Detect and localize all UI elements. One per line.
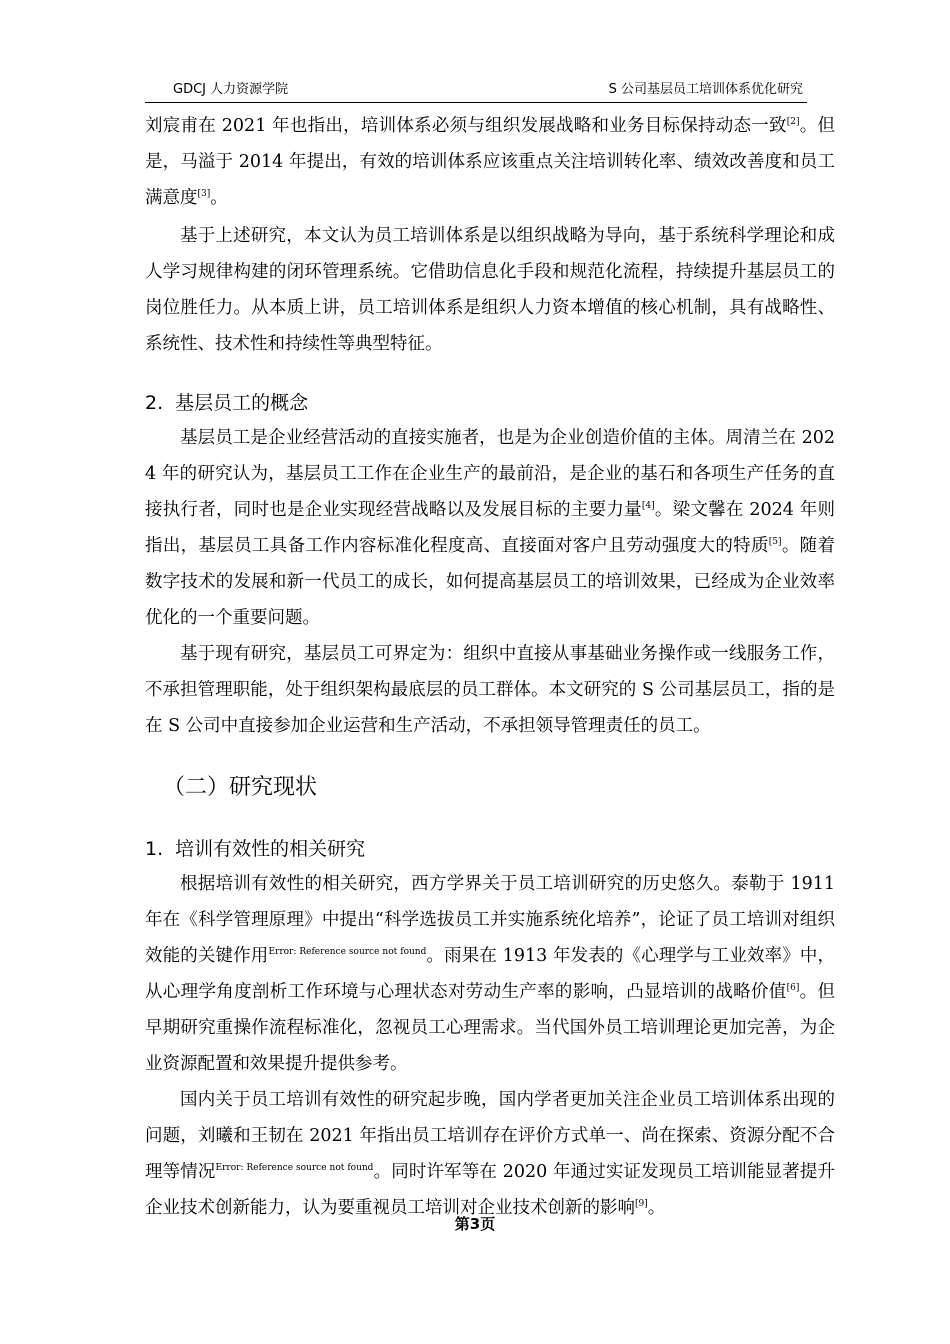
citation: [4] [641,501,655,511]
citation: [5] [768,537,782,547]
header-thesis-title: S 公司基层员工培训体系优化研究 [608,82,803,97]
paragraph-basic-staff-definition: 基于现有研究，基层员工可界定为：组织中直接从事基础业务操作或一线服务工作，不承担管理职能，处于组织架构最底层的员工群体。本文研究的 S 公司基层员工，指的是在 S 公司中直接参加企业运营和生产活动，不承担领导管理责任的员工。 [145,644,835,736]
paragraph-basic-staff-research: 基层员工是企业经营活动的直接实施者，也是为企业创造价值的主体。周清兰在 2024 年的研究认为，基层员工工作在企业生产的最前沿，是企业的基石和各项生产任务的直接执行者，同时也是企业实现经营战略以及发展目标的主要力量[4]。梁文馨在 2024 年则指出，基层员工具备工作内容标准化程度高、直接面对客户且劳动强度大的特质[5]。随着数字技术的发展和新一代员工的成长，如何提高基层员工的培训效果，已经成为企业效率优化的一个重要问题。 [145,428,835,628]
paragraph-training-system-definition: 基于上述研究，本文认为员工培训体系是以组织战略为导向，基于系统科学理论和成人学习规律构建的闭环管理系统。它借助信息化手段和规范化流程，持续提升基层员工的岗位胜任力。从本质上讲，员工培训体系是组织人力资本增值的核心机制，具有战略性、系统性、技术性和持续性等典型特征。 [145,226,835,354]
page-body [145,108,835,1226]
section-heading-research-status: （二）研究现状 [163,775,318,800]
header-institute: GDCJ 人力资源学院 [173,82,289,97]
citation: [6] [786,983,800,993]
page-number: 第3页 [454,1215,496,1233]
paragraph-domestic-research: 国内关于员工培训有效性的研究起步晚，国内学者更加关注企业员工培训体系出现的问题，刘曦和王韧在 2021 年指出员工培训存在评价方式单一、尚在探索、资源分配不合理等情况$^{Error: Reference source not found}$。同时许军等在 2020 年通过实证发现员工培训能显著提升企业技术创新能力，认为要重视员工培训对企业技术创新的影响[9]。 [145,1090,835,1218]
citation: [9] [635,1199,648,1209]
heading-training-effectiveness: 1. 培训有效性的相关研究 [145,838,366,860]
citation-error: Error: Reference source not found [215,1163,374,1173]
paragraph-training-system-views: 刘宸甫在 2021 年也指出，培训体系必须与组织发展战略和业务目标保持动态一致[2]。但是，马溢于 2014 年提出，有效的培训体系应该重点关注培训转化率、绩效改善度和员工满意度[3]。 [145,116,835,208]
citation: [2] [786,117,800,127]
page-header [145,72,807,103]
paragraph-western-research: 根据培训有效性的相关研究，西方学界关于员工培训研究的历史悠久。泰勒于 1911 年在《科学管理原理》中提出“科学选拔员工并实施系统化培养”，论证了员工培训对组织效能的关键作用$^{Error: Reference source not found}$。雨果在 1913 年发表的《心理学与工业效率》中，从心理学角度剖析工作环境与心理状态对劳动生产率的影响，凸显培训的战略价值[6]。但早期研究重操作流程标准化，忽视员工心理需求。当代国外员工培训理论更加完善，为企业资源配置和效果提升提供参考。 [145,874,836,1074]
citation: [3] [197,189,211,199]
heading-basic-staff-concept: 2. 基层员工的概念 [145,392,309,414]
citation-error: Error: Reference source not found [268,947,427,957]
